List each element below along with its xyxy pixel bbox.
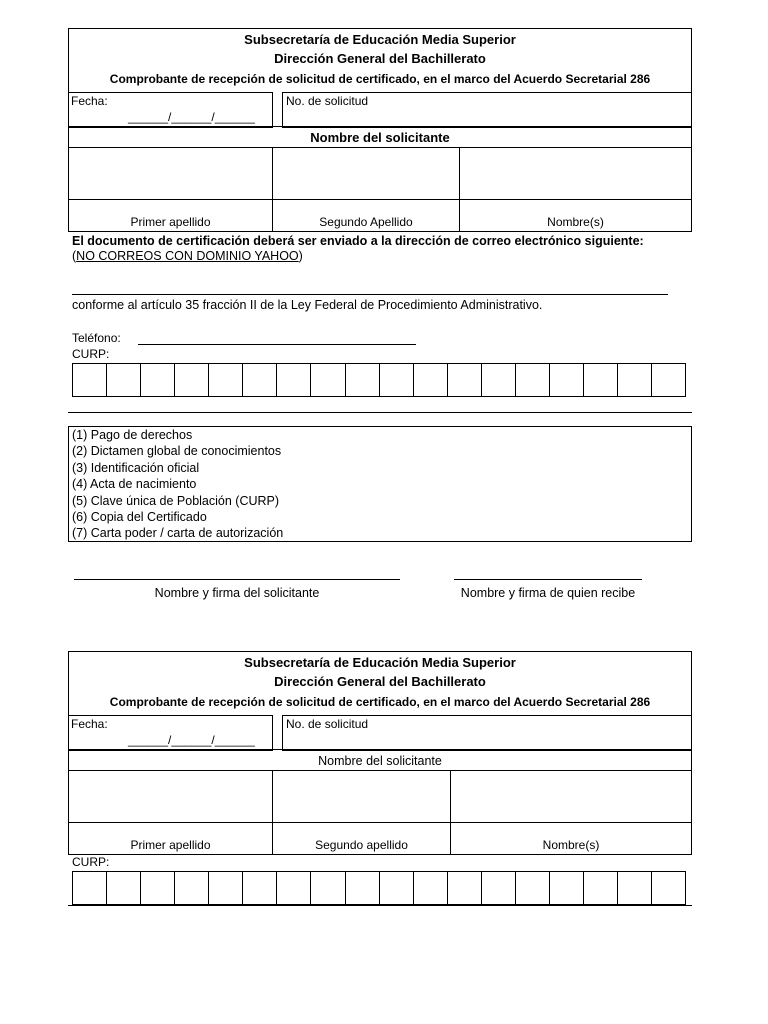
form-1-email-note-open: ( xyxy=(72,249,77,263)
curp-box[interactable] xyxy=(414,872,448,904)
curp-box[interactable] xyxy=(380,364,414,396)
curp-box[interactable] xyxy=(243,364,277,396)
requirement-item: (6) Copia del Certificado xyxy=(72,510,207,524)
curp-box[interactable] xyxy=(311,872,345,904)
form-1 xyxy=(68,28,692,548)
form-1-solicitud-label: No. de solicitud xyxy=(286,94,369,108)
firma-recibe-label: Nombre y firma de quien recibe xyxy=(460,586,636,600)
form-1-header-line1: Subsecretaría de Educación Media Superior xyxy=(244,32,516,47)
firma-solicitante-label: Nombre y firma del solicitante xyxy=(154,586,320,600)
form-1-requirements-box xyxy=(68,426,692,542)
curp-box[interactable] xyxy=(277,872,311,904)
form-2-col3-label: Nombre(s) xyxy=(542,838,600,852)
form-1-col2-label: Segundo Apellido xyxy=(319,215,413,229)
form-1-col1-label: Primer apellido xyxy=(130,215,211,229)
form-1-fecha-label: Fecha: xyxy=(71,94,108,108)
curp-box[interactable] xyxy=(448,872,482,904)
form-2-solicitud-label: No. de solicitud xyxy=(286,717,369,731)
form-2-header-line3: Comprobante de recepción de solicitud de certificado, en el marco del Acuerdo Secretarial 286 xyxy=(109,695,651,709)
form-1-col3-label: Nombre(s) xyxy=(547,215,604,229)
curp-box[interactable] xyxy=(414,364,448,396)
form-2-curp-grid[interactable] xyxy=(72,871,686,905)
requirement-item: (5) Clave única de Población (CURP) xyxy=(72,493,280,508)
curp-box[interactable] xyxy=(107,364,141,396)
firma-recibe-line[interactable] xyxy=(454,579,642,580)
curp-box[interactable] xyxy=(550,364,584,396)
requirement-item: (1) Pago de derechos xyxy=(72,428,193,442)
curp-box[interactable] xyxy=(448,364,482,396)
form-1-telefono-label: Teléfono: xyxy=(72,331,121,345)
form-1-email-note-close: ) xyxy=(298,249,303,263)
form-1-telefono-line[interactable] xyxy=(138,344,416,345)
form-2-name-label-divider xyxy=(68,822,692,823)
curp-box[interactable] xyxy=(311,364,345,396)
curp-box[interactable] xyxy=(277,364,311,396)
requirement-item: (4) Acta de nacimiento xyxy=(72,477,197,492)
curp-box[interactable] xyxy=(141,364,175,396)
form-1-email-note-text: NO CORREOS CON DOMINIO YAHOO xyxy=(76,249,299,263)
curp-box[interactable] xyxy=(346,872,380,904)
curp-box[interactable] xyxy=(209,872,243,904)
form-1-email-line[interactable] xyxy=(72,294,668,295)
form-1-curp-label: CURP: xyxy=(72,347,110,361)
curp-box[interactable] xyxy=(209,364,243,396)
requirement-item: (3) Identificación oficial xyxy=(72,460,200,475)
form-2-nombre-title: Nombre del solicitante xyxy=(318,754,442,768)
curp-box[interactable] xyxy=(346,364,380,396)
form-1-email-text: El documento de certificación deberá ser enviado a la dirección de correo electrónico siguiente: xyxy=(72,234,644,248)
requirement-item: (7) Carta poder / carta de autorización xyxy=(72,526,284,541)
form-2-curp-label: CURP: xyxy=(72,855,110,869)
curp-box[interactable] xyxy=(516,872,550,904)
curp-box[interactable] xyxy=(175,872,209,904)
form-2-header-line2: Dirección General del Bachillerato xyxy=(274,674,486,689)
form-1-fecha-blank: ______/______/______ xyxy=(128,110,255,124)
form-1-curp-grid[interactable] xyxy=(72,363,686,397)
form-1-name-label-divider xyxy=(68,199,692,200)
form-2-fecha-blank: ______/______/______ xyxy=(128,733,255,747)
curp-box[interactable] xyxy=(652,364,685,396)
form-1-nombre-title: Nombre del solicitante xyxy=(310,130,450,145)
curp-box[interactable] xyxy=(482,872,516,904)
curp-box[interactable] xyxy=(243,872,277,904)
form-2-col1-label: Primer apellido xyxy=(130,838,211,852)
curp-box[interactable] xyxy=(618,872,652,904)
curp-box[interactable] xyxy=(107,872,141,904)
requirement-item: (2) Dictamen global de conocimientos xyxy=(72,444,282,459)
form-1-email-note xyxy=(72,249,303,263)
form-1-separator xyxy=(68,412,692,413)
form-1-header-line2: Dirección General del Bachillerato xyxy=(274,51,486,66)
form-1-article-text: conforme al artículo 35 fracción II de la Ley Federal de Procedimiento Administrativo. xyxy=(72,298,543,312)
curp-box[interactable] xyxy=(73,872,107,904)
curp-box[interactable] xyxy=(550,872,584,904)
form-2-col2-label: Segundo apellido xyxy=(315,838,408,852)
firma-solicitante-line[interactable] xyxy=(74,579,400,580)
curp-box[interactable] xyxy=(380,872,414,904)
form-2 xyxy=(68,651,692,911)
curp-box[interactable] xyxy=(584,364,618,396)
curp-box[interactable] xyxy=(618,364,652,396)
curp-box[interactable] xyxy=(175,364,209,396)
curp-box[interactable] xyxy=(482,364,516,396)
curp-box[interactable] xyxy=(584,872,618,904)
curp-box[interactable] xyxy=(652,872,685,904)
form-1-header-line3: Comprobante de recepción de solicitud de certificado, en el marco del Acuerdo Secretarial 286 xyxy=(109,72,651,86)
curp-box[interactable] xyxy=(516,364,550,396)
form-2-bottom-line xyxy=(68,905,692,906)
curp-box[interactable] xyxy=(73,364,107,396)
form-2-fecha-label: Fecha: xyxy=(71,717,108,731)
form-2-header-line1: Subsecretaría de Educación Media Superior xyxy=(244,655,516,670)
curp-box[interactable] xyxy=(141,872,175,904)
